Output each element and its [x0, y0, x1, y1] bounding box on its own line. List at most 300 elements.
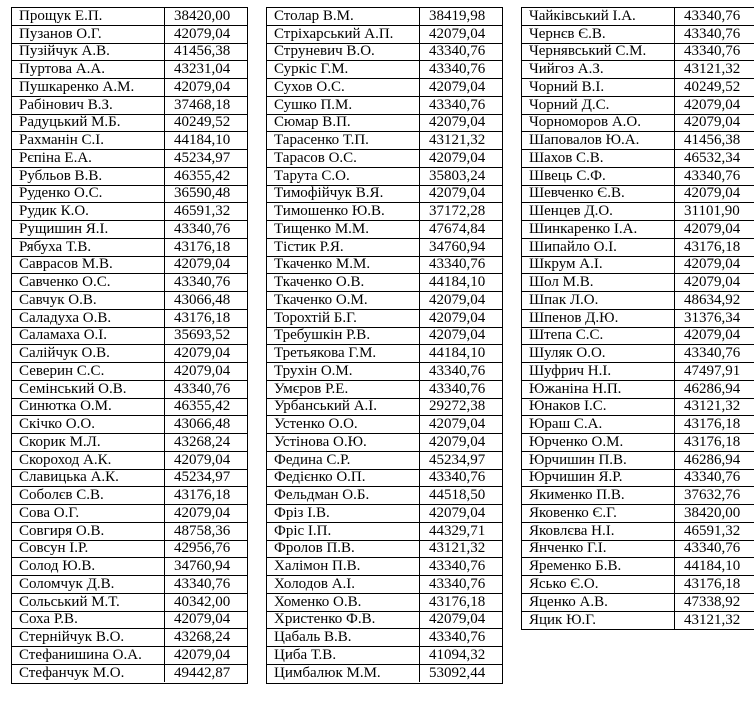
person-name: Швець С.Ф. [522, 168, 675, 185]
table-row [12, 292, 247, 310]
person-name: Янченко Г.І. [522, 540, 675, 557]
person-name: Юраш С.А. [522, 416, 675, 433]
table-row [267, 186, 502, 204]
person-name: Рєпіна Е.А. [12, 150, 165, 167]
person-name: Яцик Ю.Г. [522, 612, 675, 629]
table-row [522, 434, 754, 452]
person-name: Соболєв С.В. [12, 487, 165, 504]
person-name: Ткаченко О.В. [267, 274, 420, 291]
table-row [267, 239, 502, 257]
table-row [12, 594, 247, 612]
table-row [267, 523, 502, 541]
amount-value: 43121,32 [684, 398, 741, 415]
person-name: Тарасов О.С. [267, 150, 420, 167]
table-row [12, 79, 247, 97]
table-row [12, 115, 247, 133]
amount-value: 42079,04 [174, 345, 231, 362]
person-name: Третьякова Г.М. [267, 345, 420, 362]
amount-value: 47674,84 [429, 220, 486, 237]
person-name: Цабаль В.В. [267, 629, 420, 646]
amount-value: 43176,18 [429, 593, 486, 610]
person-name: Пузійчук А.В. [12, 43, 165, 60]
amount-value: 43340,76 [429, 629, 486, 646]
amount-value: 46532,34 [684, 149, 741, 166]
person-name: Ткаченко М.М. [267, 256, 420, 273]
amount-value: 43340,76 [429, 362, 486, 379]
amount-value: 43340,76 [429, 575, 486, 592]
table-row [267, 97, 502, 115]
amount-value: 43066,48 [174, 291, 231, 308]
amount-value: 45234,97 [174, 149, 231, 166]
amount-value: 46286,94 [684, 451, 741, 468]
amount-value: 42956,76 [174, 540, 231, 557]
table-row [522, 115, 754, 133]
amount-value: 41094,32 [429, 646, 486, 663]
person-name: Шуфрич Н.І. [522, 363, 675, 380]
table-row [522, 612, 754, 630]
amount-value: 42079,04 [684, 274, 741, 291]
person-name: Стефанишина О.А. [12, 647, 165, 664]
person-name: Хоменко О.В. [267, 594, 420, 611]
person-name: Скічко О.О. [12, 416, 165, 433]
table-row [522, 274, 754, 292]
table-row [12, 150, 247, 168]
person-name: Рущишин Я.І. [12, 221, 165, 238]
amount-value: 42079,04 [429, 433, 486, 450]
amount-value: 43121,32 [684, 611, 741, 628]
person-name: Суркіс Г.М. [267, 61, 420, 78]
amount-value: 40249,52 [174, 114, 231, 131]
table-row [522, 363, 754, 381]
person-name: Пуртова А.А. [12, 61, 165, 78]
amount-value: 43340,76 [684, 7, 741, 24]
amount-value: 46286,94 [684, 380, 741, 397]
person-name: Чернявський С.М. [522, 43, 675, 60]
amount-value: 42079,04 [174, 256, 231, 273]
table-row [12, 345, 247, 363]
person-name: Совгиря О.В. [12, 523, 165, 540]
table-row [12, 26, 247, 44]
amount-value: 48634,92 [684, 291, 741, 308]
table-row [522, 541, 754, 559]
amount-value: 46591,32 [684, 522, 741, 539]
person-name: Тимофійчук В.Я. [267, 185, 420, 202]
person-name: Скорик М.Л. [12, 434, 165, 451]
amount-value: 53092,44 [429, 665, 486, 682]
person-name: Чайківський І.А. [522, 8, 675, 25]
table-row [12, 399, 247, 417]
amount-value: 43268,24 [174, 629, 231, 646]
table-row [522, 132, 754, 150]
amount-value: 42079,04 [429, 291, 486, 308]
amount-value: 43340,76 [684, 345, 741, 362]
person-name: Холодов А.І. [267, 576, 420, 593]
amount-value: 41456,38 [174, 43, 231, 60]
table-row [267, 150, 502, 168]
person-name: Ясько Є.О. [522, 576, 675, 593]
person-name: Штепа С.С. [522, 327, 675, 344]
table-row [522, 8, 754, 26]
person-name: Стефанчук М.О. [12, 665, 165, 682]
table-row [522, 523, 754, 541]
amount-value: 34760,94 [174, 558, 231, 575]
table-row [12, 203, 247, 221]
table-row [12, 8, 247, 26]
person-name: Шкрум А.І. [522, 256, 675, 273]
amount-value: 44184,10 [174, 132, 231, 149]
amount-value: 43121,32 [429, 132, 486, 149]
amount-value: 42079,04 [429, 416, 486, 433]
amount-value: 43340,76 [429, 256, 486, 273]
amount-value: 40249,52 [684, 78, 741, 95]
amount-value: 38420,00 [684, 504, 741, 521]
amount-value: 42079,04 [429, 149, 486, 166]
person-name: Рабінович В.З. [12, 97, 165, 114]
amount-value: 44329,71 [429, 522, 486, 539]
table-row [267, 292, 502, 310]
amount-value: 37172,28 [429, 203, 486, 220]
person-name: Фріс І.П. [267, 523, 420, 540]
person-name: Соломчук Д.В. [12, 576, 165, 593]
table-row [12, 44, 247, 62]
table-row [12, 274, 247, 292]
person-name: Солод Ю.В. [12, 558, 165, 575]
amount-value: 43340,76 [429, 96, 486, 113]
person-name: Стріхарський А.П. [267, 26, 420, 43]
table-row [267, 470, 502, 488]
table-row [12, 434, 247, 452]
person-name: Торохтій Б.Г. [267, 310, 420, 327]
amount-value: 43176,18 [684, 433, 741, 450]
table-row [12, 61, 247, 79]
amount-value: 43340,76 [684, 469, 741, 486]
person-name: Совсун І.Р. [12, 540, 165, 557]
table-row [267, 558, 502, 576]
person-name: Юрчишин П.В. [522, 452, 675, 469]
person-name: Шол М.В. [522, 274, 675, 291]
table-row [12, 629, 247, 647]
table-row [522, 239, 754, 257]
amount-value: 47338,92 [684, 593, 741, 610]
table-row [522, 487, 754, 505]
person-name: Чийгоз А.З. [522, 61, 675, 78]
table-row [12, 239, 247, 257]
person-name: Прощук Е.П. [12, 8, 165, 25]
table-row [522, 61, 754, 79]
table-row [12, 487, 247, 505]
table-row [12, 97, 247, 115]
amount-value: 37468,18 [174, 96, 231, 113]
amount-value: 45234,97 [174, 469, 231, 486]
amount-value: 42079,04 [174, 78, 231, 95]
person-name: Шахов С.В. [522, 150, 675, 167]
table-row [12, 576, 247, 594]
table-row [522, 292, 754, 310]
table-row [267, 416, 502, 434]
amount-value: 42079,04 [429, 504, 486, 521]
amount-value: 35693,52 [174, 327, 231, 344]
amount-value: 42079,04 [174, 25, 231, 42]
table-row [522, 470, 754, 488]
table-row [12, 665, 247, 683]
amount-value: 31376,34 [684, 309, 741, 326]
amount-value: 43340,76 [429, 469, 486, 486]
table-row [267, 363, 502, 381]
table-row [12, 541, 247, 559]
amount-value: 43268,24 [174, 433, 231, 450]
amount-value: 43340,76 [429, 558, 486, 575]
person-name: Фельдман О.Б. [267, 487, 420, 504]
amount-value: 41456,38 [684, 132, 741, 149]
amount-value: 34760,94 [429, 238, 486, 255]
person-name: Сушко П.М. [267, 97, 420, 114]
amount-value: 43231,04 [174, 61, 231, 78]
table-row [522, 203, 754, 221]
person-name: Чорний Д.С. [522, 97, 675, 114]
amount-value: 42079,04 [429, 25, 486, 42]
table-row [267, 399, 502, 417]
table-row [267, 345, 502, 363]
person-name: Салійчук О.В. [12, 345, 165, 362]
person-name: Руденко О.С. [12, 185, 165, 202]
table-row [522, 558, 754, 576]
amount-value: 42079,04 [174, 646, 231, 663]
table-row [12, 558, 247, 576]
amount-value: 43176,18 [684, 238, 741, 255]
amount-value: 43340,76 [684, 25, 741, 42]
person-name: Столар В.М. [267, 8, 420, 25]
amount-value: 43340,76 [174, 220, 231, 237]
table-row [12, 612, 247, 630]
table-row [12, 328, 247, 346]
person-name: Чорноморов А.О. [522, 114, 675, 131]
table-row [12, 505, 247, 523]
amount-value: 43176,18 [684, 575, 741, 592]
amount-value: 42079,04 [429, 327, 486, 344]
amount-value: 46355,42 [174, 398, 231, 415]
amount-value: 47497,91 [684, 362, 741, 379]
person-name: Шпак Л.О. [522, 292, 675, 309]
table-row [522, 399, 754, 417]
amount-value: 43121,32 [429, 540, 486, 557]
person-name: Рябуха Т.В. [12, 239, 165, 256]
person-name: Требушкін Р.В. [267, 327, 420, 344]
amount-value: 35803,24 [429, 167, 486, 184]
table-row [267, 132, 502, 150]
person-name: Струневич В.О. [267, 43, 420, 60]
person-name: Сюмар В.П. [267, 114, 420, 131]
table-row [522, 381, 754, 399]
person-name: Циба Т.В. [267, 647, 420, 664]
person-name: Скороход А.К. [12, 452, 165, 469]
amount-value: 43340,76 [174, 274, 231, 291]
table-row [12, 381, 247, 399]
person-name: Фролов П.В. [267, 540, 420, 557]
person-name: Юрченко О.М. [522, 434, 675, 451]
person-name: Яценко А.В. [522, 594, 675, 611]
table-row [267, 381, 502, 399]
table-row [522, 79, 754, 97]
person-name: Семінський О.В. [12, 381, 165, 398]
amount-value: 36590,48 [174, 185, 231, 202]
table-row [522, 26, 754, 44]
table-row [12, 416, 247, 434]
table-row [12, 363, 247, 381]
person-name: Южаніна Н.П. [522, 381, 675, 398]
person-name: Сухов О.С. [267, 79, 420, 96]
person-name: Урбанський А.І. [267, 398, 420, 415]
person-name: Шпенов Д.Ю. [522, 310, 675, 327]
person-name: Яковлєва Н.І. [522, 523, 675, 540]
amount-value: 42079,04 [684, 96, 741, 113]
amount-value: 38419,98 [429, 7, 486, 24]
amount-value: 42079,04 [174, 362, 231, 379]
table-row [267, 115, 502, 133]
person-name: Шипайло О.І. [522, 239, 675, 256]
amount-value: 38420,00 [174, 7, 231, 24]
amount-value: 43340,76 [429, 380, 486, 397]
person-name: Шуляк О.О. [522, 345, 675, 362]
amount-value: 46591,32 [174, 203, 231, 220]
person-name: Христенко Ф.В. [267, 611, 420, 628]
amount-value: 43066,48 [174, 416, 231, 433]
document-sheet [11, 7, 754, 684]
table-row [522, 594, 754, 612]
table-row [522, 257, 754, 275]
names-amounts-table-1 [11, 7, 248, 684]
amount-value: 42079,04 [429, 78, 486, 95]
table-row [12, 647, 247, 665]
table-row [522, 44, 754, 62]
table-row [267, 61, 502, 79]
amount-value: 43340,76 [429, 43, 486, 60]
person-name: Тістик Р.Я. [267, 239, 420, 256]
person-name: Шенцев Д.О. [522, 203, 675, 220]
person-name: Якименко П.В. [522, 487, 675, 504]
person-name: Тарута С.О. [267, 168, 420, 185]
person-name: Тарасенко Т.П. [267, 132, 420, 149]
amount-value: 42079,04 [684, 256, 741, 273]
amount-value: 40342,00 [174, 593, 231, 610]
table-row [267, 168, 502, 186]
person-name: Шинкаренко І.А. [522, 221, 675, 238]
table-row [522, 345, 754, 363]
table-row [267, 310, 502, 328]
person-name: Цимбалюк М.М. [267, 665, 420, 682]
amount-value: 48758,36 [174, 522, 231, 539]
amount-value: 43176,18 [684, 416, 741, 433]
table-row [12, 310, 247, 328]
names-amounts-table-2 [266, 7, 503, 684]
table-row [267, 274, 502, 292]
amount-value: 42079,04 [684, 185, 741, 202]
table-row [267, 26, 502, 44]
table-row [267, 257, 502, 275]
amount-value: 42079,04 [429, 611, 486, 628]
table-row [267, 541, 502, 559]
person-name: Стернійчук В.О. [12, 629, 165, 646]
person-name: Синютка О.М. [12, 398, 165, 415]
person-name: Трухін О.М. [267, 363, 420, 380]
amount-value: 37632,76 [684, 487, 741, 504]
amount-value: 43340,76 [174, 575, 231, 592]
person-name: Федієнко О.П. [267, 469, 420, 486]
person-name: Пузанов О.Г. [12, 26, 165, 43]
table-row [267, 665, 502, 683]
table-row [522, 416, 754, 434]
amount-value: 42079,04 [429, 114, 486, 131]
person-name: Савченко О.С. [12, 274, 165, 291]
amount-value: 31101,90 [684, 203, 740, 220]
amount-value: 42079,04 [429, 185, 486, 202]
person-name: Фріз І.В. [267, 505, 420, 522]
amount-value: 42079,04 [174, 451, 231, 468]
person-name: Умєров Р.Е. [267, 381, 420, 398]
table-row [267, 44, 502, 62]
person-name: Чорний В.І. [522, 79, 675, 96]
table-row [267, 576, 502, 594]
person-name: Северин С.С. [12, 363, 165, 380]
amount-value: 42079,04 [684, 327, 741, 344]
table-row [522, 452, 754, 470]
person-name: Савчук О.В. [12, 292, 165, 309]
table-row [12, 221, 247, 239]
person-name: Яременко Б.В. [522, 558, 675, 575]
person-name: Рахманін С.І. [12, 132, 165, 149]
table-row [12, 132, 247, 150]
amount-value: 43340,76 [429, 61, 486, 78]
person-name: Соха Р.В. [12, 611, 165, 628]
amount-value: 42079,04 [684, 114, 741, 131]
amount-value: 46355,42 [174, 167, 231, 184]
amount-value: 43176,18 [174, 238, 231, 255]
amount-value: 42079,04 [174, 504, 231, 521]
table-row [267, 487, 502, 505]
table-row [267, 647, 502, 665]
table-row [12, 186, 247, 204]
table-row [12, 470, 247, 488]
person-name: Юнаков І.С. [522, 398, 675, 415]
table-row [522, 150, 754, 168]
table-row [12, 452, 247, 470]
person-name: Юрчишин Я.Р. [522, 469, 675, 486]
person-name: Чернєв Є.В. [522, 26, 675, 43]
table-row [12, 168, 247, 186]
person-name: Славицька А.К. [12, 469, 165, 486]
table-row [267, 221, 502, 239]
person-name: Устенко О.О. [267, 416, 420, 433]
amount-value: 43176,18 [174, 309, 231, 326]
amount-value: 44184,10 [429, 274, 486, 291]
table-row [267, 629, 502, 647]
person-name: Пушкаренко А.М. [12, 79, 165, 96]
amount-value: 43340,76 [684, 540, 741, 557]
amount-value: 43121,32 [684, 61, 741, 78]
table-row [522, 186, 754, 204]
table-row [522, 97, 754, 115]
table-row [522, 221, 754, 239]
person-name: Федина С.Р. [267, 452, 420, 469]
person-name: Саврасов М.В. [12, 256, 165, 273]
amount-value: 44184,10 [429, 345, 486, 362]
amount-value: 42079,04 [174, 611, 231, 628]
amount-value: 29272,38 [429, 398, 486, 415]
amount-value: 42079,04 [684, 220, 741, 237]
person-name: Сова О.Г. [12, 505, 165, 522]
amount-value: 43176,18 [174, 487, 231, 504]
table-row [267, 612, 502, 630]
person-name: Саладуха О.В. [12, 310, 165, 327]
